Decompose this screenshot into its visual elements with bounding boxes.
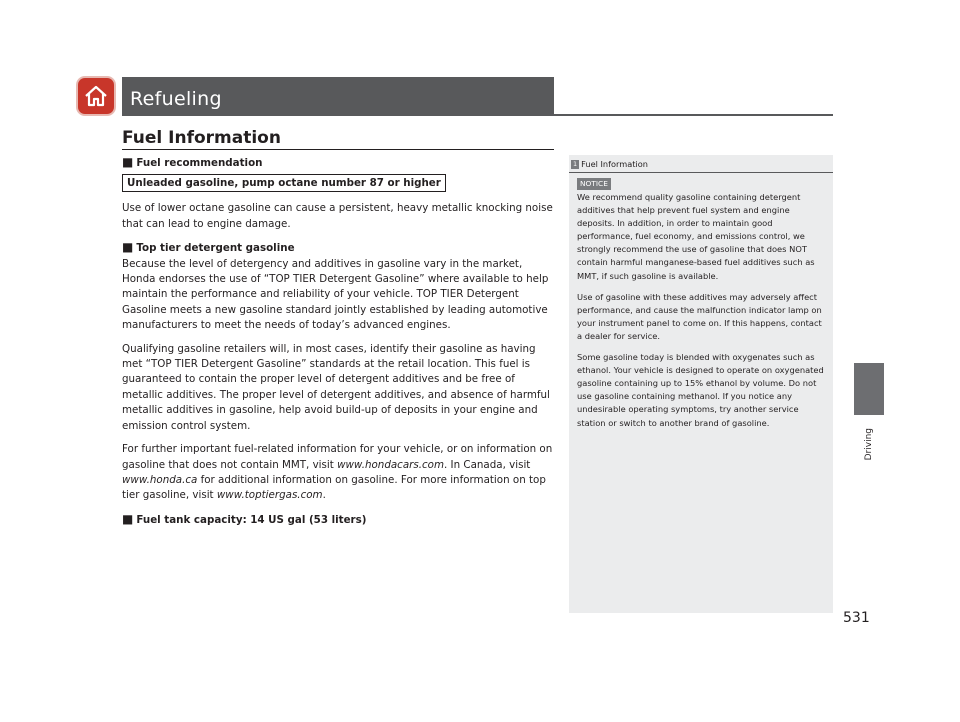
fuel-recommendation-box: Unleaded gasoline, pump octane number 87 or higher xyxy=(122,174,446,192)
reference-marker: 1 xyxy=(573,160,578,168)
fuel-tank-capacity-heading: ■ Fuel tank capacity: 14 US gal (53 liters) xyxy=(122,511,367,526)
notice-text-3: Some gasoline today is blended with oxygenates such as ethanol. Your vehicle is designed to operate on oxygenated gasoline containing up to 15% ethanol by volume. Do not use gasoline containing methanol. If you notice any undesirable operating symptoms, try another service station or switch to another brand of gasoline. xyxy=(577,352,824,428)
sidebar-notes xyxy=(569,155,833,613)
qualifying-retailers-paragraph: Qualifying gasoline retailers will, in most cases, identify their gasoline as having met “TOP TIER Detergent Gasoline” standards at the retail location. This fuel is guaranteed to contain the proper level of detergent additives and be free of metallic additives. The proper level of detergent additives, and absence of harmful metallic additives in gasoline, help avoid build-up of deposits in your engine and emission control system. xyxy=(122,342,550,432)
hondacars-link[interactable]: www.hondacars.com xyxy=(337,458,445,471)
chapter-tab[interactable] xyxy=(854,363,884,415)
square-bullet-icon: ■ xyxy=(122,155,134,169)
notice-text-1: We recommend quality gasoline containing detergent additives that help prevent fuel system and engine deposits. In addition, in order to maintain good performance, fuel economy, and emissions control, we strongly recommend the use of gasoline that does NOT contain harmful manganese-based fuel additives such as MMT, if such gasoline is available. xyxy=(577,192,815,281)
octane-warning-text: Use of lower octane gasoline can cause a persistent, heavy metallic knocking noise that can lead to engine damage. xyxy=(122,202,553,230)
section-rule xyxy=(122,149,554,150)
chapter-title: Refueling xyxy=(130,88,222,110)
fuel-recommendation-heading: ■ Fuel recommendation xyxy=(122,155,263,169)
square-bullet-icon: ■ xyxy=(122,240,134,255)
top-tier-heading: ■ Top tier detergent gasoline xyxy=(122,240,295,255)
sidebar-heading: 1 Fuel Information xyxy=(569,159,833,173)
square-bullet-icon: ■ xyxy=(122,511,134,526)
title-rule xyxy=(122,114,833,116)
main-content xyxy=(122,155,554,528)
home-button[interactable] xyxy=(78,78,114,114)
toptiergas-link[interactable]: www.toptiergas.com xyxy=(216,489,323,502)
notice-badge: NOTICE xyxy=(577,178,611,190)
honda-ca-link[interactable]: www.honda.ca xyxy=(122,473,198,486)
notice-text-2: Use of gasoline with these additives may adversely affect performance, and cause the malfunction indicator lamp on your instrument panel to come on. If this happens, contact a dealer for service. xyxy=(577,291,822,341)
chapter-tab-label: Driving xyxy=(864,428,874,461)
top-tier-paragraph: Because the level of detergency and additives in gasoline vary in the market, Honda endorses the use of “TOP TIER Detergent Gasoline” where available to help maintain the performance and reliability of your vehicle. TOP TIER Detergent Gasoline meets a new gasoline standard jointly established by leading automotive manufacturers to meet the needs of today’s advanced engines. xyxy=(122,257,549,332)
section-title: Fuel Information xyxy=(122,128,281,148)
chapter-title-bar xyxy=(122,77,554,115)
sidebar-body xyxy=(577,177,827,438)
page-number: 531 xyxy=(843,610,870,626)
further-info-paragraph: For further important fuel-related information for your vehicle, or on information on gasoline that does not contain MMT, visit www.hondacars.com. In Canada, visit www.honda.ca for additional information on gasoline. For more information on top tier gasoline, visit www.toptiergas.com. xyxy=(122,443,553,502)
home-icon xyxy=(83,84,109,108)
